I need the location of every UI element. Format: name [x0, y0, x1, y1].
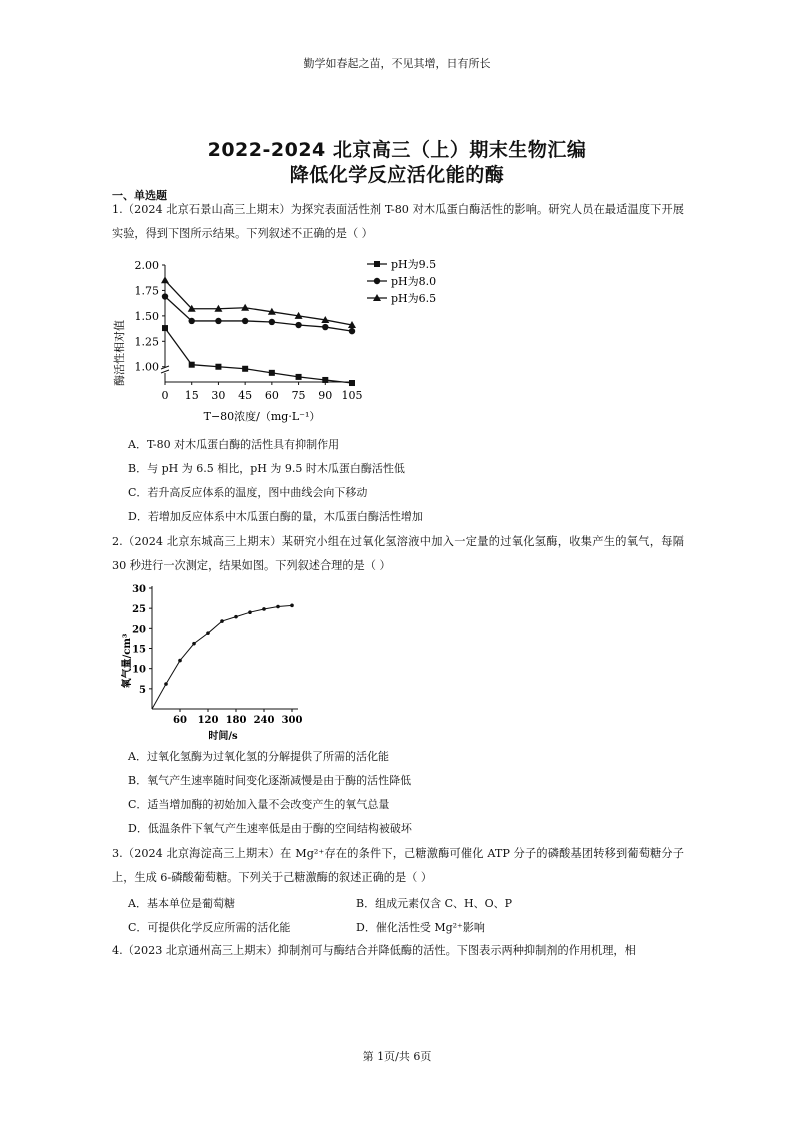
chart1-data-point [296, 374, 302, 380]
q2-option-d: D．低温条件下氧气产生速率低是由于酶的空间结构被破坏 [128, 822, 412, 835]
chart2-y-tick-label: 25 [132, 604, 146, 616]
chart1-data-point [322, 324, 328, 330]
chart2-data-point [192, 642, 196, 646]
chart1-y-tick-label: 2.00 [134, 259, 159, 272]
chart2-data-point [276, 605, 280, 609]
q2-option-c: C．适当增加酶的初始加入量不会改变产生的氧气总量 [128, 798, 390, 811]
chart2-y-tick-label: 10 [132, 664, 146, 676]
q1-option-c: C．若升高反应体系的温度，图中曲线会向下移动 [128, 486, 368, 499]
chart1-data-point [162, 325, 168, 331]
section-heading: 一、单选题 [112, 189, 167, 202]
chart-enzyme-activity [110, 250, 455, 430]
chart2-xlabel: 时间/s [208, 731, 238, 742]
chart-oxygen-volume [110, 583, 310, 743]
chart1-data-point [322, 377, 328, 383]
chart1-x-tick-label: 30 [211, 389, 226, 402]
chart1-data-point [349, 328, 355, 334]
chart1-x-tick-label: 75 [291, 389, 306, 402]
chart1-legend-marker [374, 261, 380, 267]
q1-option-b: B．与 pH 为 6.5 相比，pH 为 9.5 时木瓜蛋白酶活性低 [128, 462, 405, 475]
page-header-motto: 勤学如春起之苗，不见其增，日有所长 [303, 57, 491, 70]
chart2-data-point [206, 631, 210, 635]
chart1-data-point [295, 322, 301, 328]
chart1-data-point [349, 380, 355, 386]
chart1-x-tick-label: 45 [238, 389, 253, 402]
chart2-data-point [248, 610, 252, 614]
chart1-x-tick-label: 60 [264, 389, 279, 402]
chart2-data-point [290, 604, 294, 608]
chart1-ylabel: 酶活性相对值 [113, 320, 126, 386]
chart1-xlabel: T−80浓度/（mg·L⁻¹） [203, 410, 321, 423]
q3-option-c: C．可提供化学反应所需的活化能 [128, 921, 291, 934]
chart1-data-point [215, 318, 221, 324]
chart1-legend [367, 257, 436, 305]
chart1-x-tick-label: 15 [184, 389, 199, 402]
chart2-series [152, 604, 294, 709]
chart1-series [161, 276, 356, 386]
chart1-data-point [189, 362, 195, 368]
chart1-series-line [165, 328, 352, 383]
chart2-y-tick-label: 30 [132, 584, 146, 595]
q1-option-a: A．T-80 对木瓜蛋白酶的活性具有抑制作用 [128, 438, 340, 451]
chart1-x-tick-label: 105 [341, 389, 363, 402]
page-title: 2022-2024 北京高三（上）期末生物汇编 [207, 139, 587, 161]
chart2-x-tick-label: 120 [197, 715, 219, 726]
chart1-y-tick-label: 1.00 [134, 360, 159, 374]
chart2-y-tick-label: 20 [132, 624, 146, 636]
page-subtitle: 降低化学反应活化能的酶 [289, 164, 505, 186]
chart2-data-point [234, 615, 238, 619]
chart1-data-point [269, 319, 275, 325]
q2-option-a: A．过氧化氢酶为过氧化氢的分解提供了所需的活化能 [128, 750, 389, 763]
q2-option-b: B．氧气产生速率随时间变化逐渐减慢是由于酶的活性降低 [128, 774, 412, 787]
chart2-x-tick-label: 240 [253, 715, 275, 726]
chart2-x-tick-label: 60 [173, 715, 187, 726]
chart2-data-point [178, 659, 182, 663]
chart1-data-point [189, 318, 195, 324]
question-1-text: 1.（2024 北京石景山高三上期末）为探究表面活性剂 T-80 对木瓜蛋白酶活性的影响。研究人员在最适温度下开展实验，得到下图所示结果。下列叙述不正确的是（ ） [112, 203, 684, 240]
chart2-data-point [220, 619, 224, 623]
chart1-data-point [242, 318, 248, 324]
chart2-y-tick-label: 5 [139, 684, 146, 696]
chart1-legend-label: pH为9.5 [391, 258, 437, 271]
chart1-y-tick-label: 1.50 [134, 309, 159, 323]
chart2-y-tick-label: 15 [132, 644, 146, 656]
chart2-x-tick-label: 180 [225, 715, 247, 726]
question-3-text: 3.（2024 北京海淀高三上期末）在 Mg²⁺存在的条件下，己糖激酶可催化 ATP 分子的磷酸基团转移到葡萄糖分子上，生成 6-磷酸葡萄糖。下列关于己糖激酶的叙述正确的是（ ） [112, 847, 684, 884]
chart2-data-point [164, 682, 168, 686]
chart1-data-point [269, 370, 275, 376]
chart2-x-tick-label: 300 [281, 715, 303, 726]
chart1-x-tick-label: 90 [318, 389, 333, 402]
chart1-x-tick-label: 0 [161, 389, 169, 402]
chart1-data-point [162, 293, 168, 299]
chart1-y-tick-label: 1.25 [134, 335, 159, 349]
chart1-legend-marker [374, 278, 380, 284]
question-4-text: 4.（2023 北京通州高三上期末）抑制剂可与酶结合并降低酶的活性。下图表示两种抑制剂的作用机理，相 [112, 944, 636, 957]
q3-option-d: D．催化活性受 Mg²⁺影响 [356, 921, 485, 934]
q1-option-d: D．若增加反应体系中木瓜蛋白酶的量，木瓜蛋白酶活性增加 [128, 510, 423, 523]
question-2-text: 2.（2024 北京东城高三上期末）某研究小组在过氧化氢溶液中加入一定量的过氧化氢酶，收集产生的氧气，每隔 30 秒进行一次测定，结果如图。下列叙述合理的是（ ） [112, 535, 684, 572]
chart2-data-point [262, 607, 266, 611]
chart2-ylabel: 氧气量/cm³ [122, 633, 133, 689]
chart1-legend-label: pH为8.0 [391, 275, 437, 288]
chart1-data-point [215, 364, 221, 370]
q3-option-a: A．基本单位是葡萄糖 [128, 897, 235, 910]
chart1-data-point [242, 366, 248, 372]
chart1-legend-label: pH为6.5 [391, 292, 437, 305]
page-footer: 第 1页/共 6页 [362, 1050, 432, 1063]
chart1-data-point [161, 276, 169, 283]
q3-option-b: B．组成元素仅含 C、H、O、P [356, 897, 513, 910]
chart1-y-tick-label: 1.75 [134, 284, 159, 298]
